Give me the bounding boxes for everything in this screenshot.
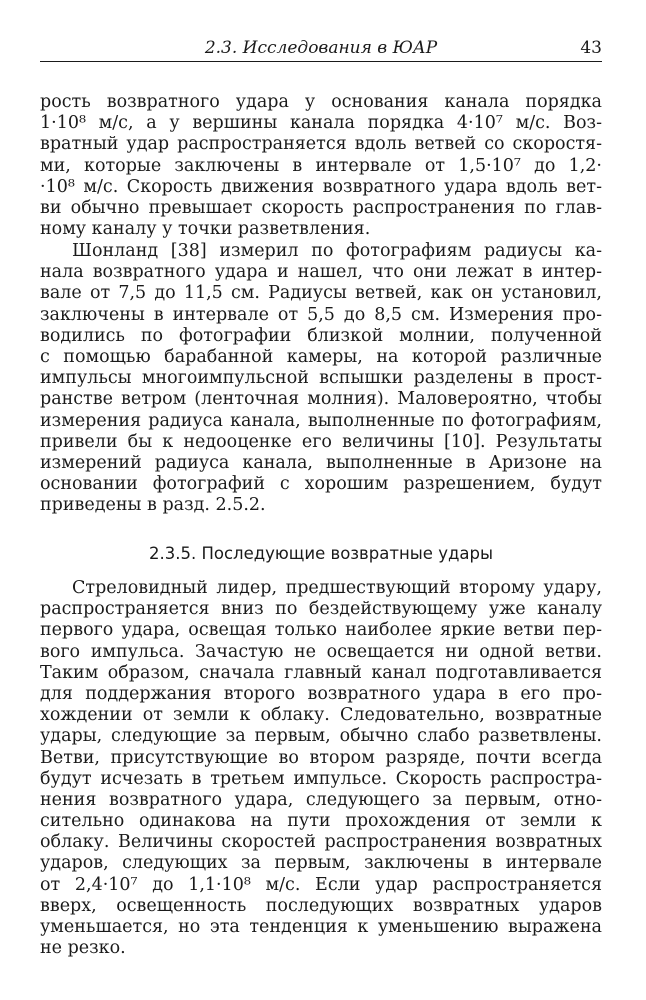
text-line: распространяется вниз по бездействующему уже каналу (40, 599, 602, 620)
text-line: первого удара, освещая только наиболее яркие ветви пер- (40, 620, 602, 641)
text-line: сительно одинакова на пути прохождения от земли к (40, 811, 602, 832)
text-line: хождении от земли к облаку. Следовательно, возвратные (40, 705, 602, 726)
text-line: основании фотографий с хорошим разрешением, будут (40, 474, 602, 495)
running-title: 2.3. Исследования в ЮАР (204, 38, 438, 58)
text-line: измерения радиуса канала, выполненные по фотографиям, (40, 410, 602, 431)
text-line: вратный удар распространяется вдоль ветвей со скоростя- (40, 134, 602, 155)
text-line: приведены в разд. 2.5.2. (40, 495, 266, 516)
text-line: Таким образом, сначала главный канал подготавливается (40, 662, 602, 683)
text-line: ранстве ветром (ленточная молния). Маловероятно, чтобы (40, 389, 602, 410)
text-line: вого импульса. Зачастую не освещается ни одной ветви. (40, 641, 602, 662)
text-line: вале от 7,5 до 11,5 см. Радиусы ветвей, как он установил, (40, 283, 602, 304)
text-line: ви обычно превышает скорость распространения по глав- (40, 197, 602, 218)
text-line: удары, следующие за первым, обычно слабо разветвлены. (40, 726, 602, 747)
paragraph-subsequent-strokes (40, 578, 602, 959)
text-line: ному каналу у точки разветвления. (40, 219, 371, 240)
text-line: уменьшается, но эта тенденция к уменьшению выражена (40, 917, 602, 937)
paragraph-channel-radius (40, 241, 602, 516)
text-line: Ветви, присутствующие во втором разряде, почти всегда (40, 747, 602, 768)
text-line: нала возвратного удара и нашел, что они лежат в интер- (40, 262, 602, 283)
text-line: импульсы многоимпульсной вспышки разделены в прост- (40, 368, 602, 389)
page-header (40, 34, 602, 62)
text-line: ми, которые заключены в интервале от 1,5·10⁷ до 1,2· (40, 155, 602, 176)
text-line: для поддержания второго возвратного удара в его про- (40, 683, 602, 704)
text-line: измерений радиуса канала, выполненные в Аризоне на (40, 452, 602, 473)
text-line: 1·10⁸ м/с, а у вершины канала порядка 4·10⁷ м/с. Воз- (40, 113, 602, 134)
text-line: Стреловидный лидер, предшествующий второму удару, (72, 578, 602, 598)
text-line: будут исчезать в третьем импульсе. Скорость распростра- (40, 768, 602, 789)
paragraph-return-stroke-velocity (40, 92, 602, 240)
section-heading: 2.3.5. Последующие возвратные удары (149, 544, 493, 563)
text-line: не резко. (40, 938, 126, 959)
text-line: нения возвратного удара, следующего за первым, отно- (40, 789, 602, 810)
text-line: с помощью барабанной камеры, на которой различные (40, 346, 602, 367)
text-line: заключены в интервале от 5,5 до 8,5 см. Измерения про- (40, 304, 602, 325)
page-number: 43 (580, 38, 602, 58)
text-line: привели бы к недооценке его величины [10]. Результаты (40, 431, 602, 452)
text-line: облаку. Величины скоростей распространения возвратных (40, 832, 602, 853)
header-rule (40, 61, 602, 62)
text-line: вверх, освещенность последующих возвратных ударов (40, 895, 602, 916)
text-line: ·10⁸ м/с. Скорость движения возвратного удара вдоль вет- (40, 176, 602, 197)
text-line: от 2,4·10⁷ до 1,1·10⁸ м/с. Если удар распространяется (40, 874, 602, 895)
text-line: ударов, следующих за первым, заключены в интервале (40, 853, 602, 874)
text-line: водились по фотографии близкой молнии, полученной (40, 325, 602, 346)
text-line: рость возвратного удара у основания канала порядка (40, 92, 602, 112)
text-line: Шонланд [38] измерил по фотографиям радиусы ка- (72, 241, 602, 261)
